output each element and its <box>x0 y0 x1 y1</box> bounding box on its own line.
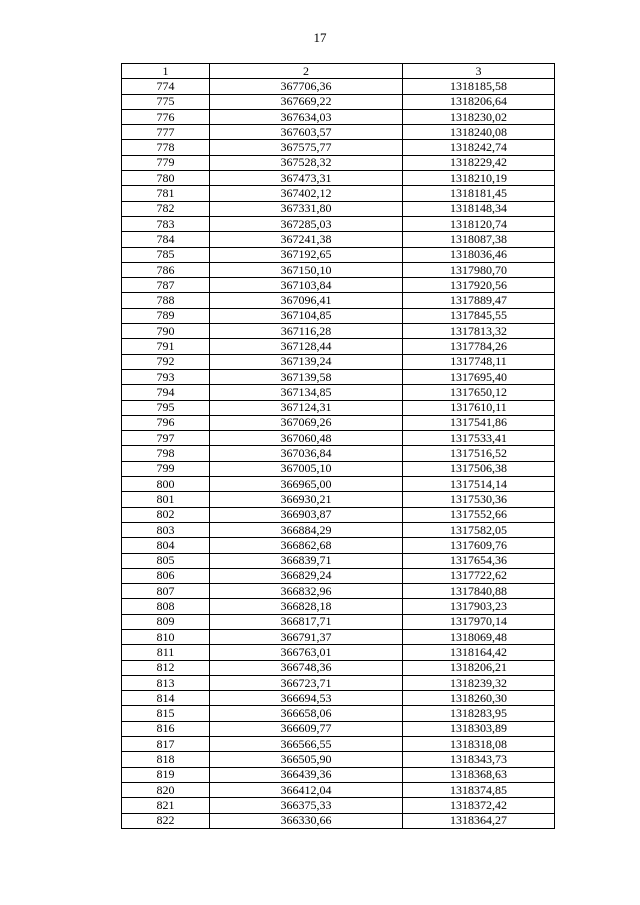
cell-y-coordinate: 1318283,95 <box>403 706 555 721</box>
cell-x-coordinate: 366791,37 <box>210 629 403 644</box>
cell-x-coordinate: 366862,68 <box>210 538 403 553</box>
cell-y-coordinate: 1318318,08 <box>403 737 555 752</box>
cell-y-coordinate: 1318206,21 <box>403 660 555 675</box>
cell-x-coordinate: 367331,80 <box>210 201 403 216</box>
cell-point-number: 809 <box>122 614 210 629</box>
table-row <box>122 109 555 124</box>
table-row <box>122 660 555 675</box>
cell-point-number: 806 <box>122 568 210 583</box>
table-row <box>122 324 555 339</box>
column-header-x-coordinate: 2 <box>210 64 403 79</box>
table-row <box>122 308 555 323</box>
cell-x-coordinate: 367241,38 <box>210 232 403 247</box>
table-row <box>122 568 555 583</box>
cell-x-coordinate: 366930,21 <box>210 492 403 507</box>
cell-x-coordinate: 367139,24 <box>210 354 403 369</box>
cell-y-coordinate: 1318120,74 <box>403 216 555 231</box>
coordinates-table <box>121 63 555 829</box>
cell-y-coordinate: 1317533,41 <box>403 431 555 446</box>
table-row <box>122 645 555 660</box>
cell-x-coordinate: 366965,00 <box>210 477 403 492</box>
table-row <box>122 400 555 415</box>
cell-y-coordinate: 1317840,88 <box>403 584 555 599</box>
cell-y-coordinate: 1317552,66 <box>403 507 555 522</box>
cell-x-coordinate: 367116,28 <box>210 324 403 339</box>
cell-point-number: 812 <box>122 660 210 675</box>
cell-y-coordinate: 1317654,36 <box>403 553 555 568</box>
cell-y-coordinate: 1317845,55 <box>403 308 555 323</box>
cell-point-number: 793 <box>122 369 210 384</box>
table-row <box>122 675 555 690</box>
cell-x-coordinate: 367005,10 <box>210 461 403 476</box>
cell-x-coordinate: 366832,96 <box>210 584 403 599</box>
cell-y-coordinate: 1317610,11 <box>403 400 555 415</box>
cell-y-coordinate: 1318230,02 <box>403 109 555 124</box>
table-row <box>122 507 555 522</box>
cell-y-coordinate: 1317695,40 <box>403 369 555 384</box>
cell-y-coordinate: 1318242,74 <box>403 140 555 155</box>
cell-y-coordinate: 1318181,45 <box>403 186 555 201</box>
cell-x-coordinate: 366566,55 <box>210 737 403 752</box>
cell-x-coordinate: 366748,36 <box>210 660 403 675</box>
cell-point-number: 777 <box>122 125 210 140</box>
cell-x-coordinate: 366439,36 <box>210 767 403 782</box>
cell-y-coordinate: 1317530,36 <box>403 492 555 507</box>
cell-y-coordinate: 1318372,42 <box>403 798 555 813</box>
cell-y-coordinate: 1317582,05 <box>403 522 555 537</box>
table-row <box>122 155 555 170</box>
cell-point-number: 785 <box>122 247 210 262</box>
cell-point-number: 807 <box>122 584 210 599</box>
cell-x-coordinate: 366723,71 <box>210 675 403 690</box>
table-row <box>122 798 555 813</box>
table-row <box>122 125 555 140</box>
table-row <box>122 431 555 446</box>
cell-y-coordinate: 1318303,89 <box>403 721 555 736</box>
cell-point-number: 801 <box>122 492 210 507</box>
table-body <box>122 79 555 829</box>
page-number: 17 <box>313 30 327 45</box>
cell-point-number: 808 <box>122 599 210 614</box>
cell-point-number: 788 <box>122 293 210 308</box>
cell-x-coordinate: 367706,36 <box>210 79 403 94</box>
cell-point-number: 797 <box>122 431 210 446</box>
table-row <box>122 247 555 262</box>
cell-x-coordinate: 367139,58 <box>210 369 403 384</box>
cell-y-coordinate: 1317609,76 <box>403 538 555 553</box>
cell-x-coordinate: 367634,03 <box>210 109 403 124</box>
cell-x-coordinate: 366828,18 <box>210 599 403 614</box>
table-row <box>122 538 555 553</box>
table-row <box>122 140 555 155</box>
cell-point-number: 776 <box>122 109 210 124</box>
cell-point-number: 782 <box>122 201 210 216</box>
table-row <box>122 369 555 384</box>
table-row <box>122 461 555 476</box>
cell-x-coordinate: 366505,90 <box>210 752 403 767</box>
table-row <box>122 706 555 721</box>
cell-y-coordinate: 1318343,73 <box>403 752 555 767</box>
table-row <box>122 752 555 767</box>
cell-point-number: 786 <box>122 262 210 277</box>
column-header-point-number: 1 <box>122 64 210 79</box>
cell-point-number: 789 <box>122 308 210 323</box>
cell-y-coordinate: 1318260,30 <box>403 691 555 706</box>
table-row <box>122 492 555 507</box>
cell-point-number: 787 <box>122 278 210 293</box>
cell-point-number: 796 <box>122 415 210 430</box>
cell-x-coordinate: 366884,29 <box>210 522 403 537</box>
table-row <box>122 232 555 247</box>
cell-y-coordinate: 1317516,52 <box>403 446 555 461</box>
cell-point-number: 790 <box>122 324 210 339</box>
cell-y-coordinate: 1318368,63 <box>403 767 555 782</box>
cell-y-coordinate: 1318185,58 <box>403 79 555 94</box>
table-row <box>122 446 555 461</box>
cell-point-number: 792 <box>122 354 210 369</box>
table-row <box>122 94 555 109</box>
cell-y-coordinate: 1318148,34 <box>403 201 555 216</box>
cell-x-coordinate: 366609,77 <box>210 721 403 736</box>
cell-y-coordinate: 1317650,12 <box>403 385 555 400</box>
cell-x-coordinate: 366829,24 <box>210 568 403 583</box>
cell-point-number: 794 <box>122 385 210 400</box>
table-row <box>122 477 555 492</box>
table-row <box>122 262 555 277</box>
table-row <box>122 186 555 201</box>
cell-y-coordinate: 1317514,14 <box>403 477 555 492</box>
cell-point-number: 778 <box>122 140 210 155</box>
cell-y-coordinate: 1318164,42 <box>403 645 555 660</box>
table-row <box>122 629 555 644</box>
cell-x-coordinate: 367134,85 <box>210 385 403 400</box>
table-row <box>122 339 555 354</box>
cell-x-coordinate: 366903,87 <box>210 507 403 522</box>
cell-x-coordinate: 367669,22 <box>210 94 403 109</box>
cell-point-number: 795 <box>122 400 210 415</box>
cell-y-coordinate: 1318069,48 <box>403 629 555 644</box>
cell-point-number: 781 <box>122 186 210 201</box>
cell-x-coordinate: 367124,31 <box>210 400 403 415</box>
cell-x-coordinate: 367285,03 <box>210 216 403 231</box>
table-row <box>122 385 555 400</box>
cell-point-number: 799 <box>122 461 210 476</box>
table-row <box>122 691 555 706</box>
cell-point-number: 820 <box>122 782 210 797</box>
table-row <box>122 614 555 629</box>
header-row <box>122 64 555 79</box>
cell-x-coordinate: 367069,26 <box>210 415 403 430</box>
cell-point-number: 814 <box>122 691 210 706</box>
cell-y-coordinate: 1317970,14 <box>403 614 555 629</box>
cell-y-coordinate: 1318036,46 <box>403 247 555 262</box>
table-row <box>122 293 555 308</box>
column-header-y-coordinate: 3 <box>403 64 555 79</box>
cell-y-coordinate: 1317784,26 <box>403 339 555 354</box>
cell-x-coordinate: 367603,57 <box>210 125 403 140</box>
cell-point-number: 822 <box>122 813 210 828</box>
cell-point-number: 803 <box>122 522 210 537</box>
cell-point-number: 783 <box>122 216 210 231</box>
cell-x-coordinate: 367528,32 <box>210 155 403 170</box>
table-row <box>122 767 555 782</box>
cell-y-coordinate: 1318240,08 <box>403 125 555 140</box>
table-row <box>122 813 555 828</box>
cell-x-coordinate: 366330,66 <box>210 813 403 828</box>
cell-y-coordinate: 1318364,27 <box>403 813 555 828</box>
cell-y-coordinate: 1317506,38 <box>403 461 555 476</box>
cell-point-number: 784 <box>122 232 210 247</box>
cell-x-coordinate: 367103,84 <box>210 278 403 293</box>
cell-point-number: 805 <box>122 553 210 568</box>
cell-y-coordinate: 1318206,64 <box>403 94 555 109</box>
cell-point-number: 821 <box>122 798 210 813</box>
cell-y-coordinate: 1318229,42 <box>403 155 555 170</box>
table-row <box>122 737 555 752</box>
table-row <box>122 522 555 537</box>
cell-x-coordinate: 366817,71 <box>210 614 403 629</box>
cell-point-number: 816 <box>122 721 210 736</box>
cell-x-coordinate: 367192,65 <box>210 247 403 262</box>
cell-x-coordinate: 367096,41 <box>210 293 403 308</box>
table-row <box>122 171 555 186</box>
cell-point-number: 817 <box>122 737 210 752</box>
cell-point-number: 813 <box>122 675 210 690</box>
table-row <box>122 553 555 568</box>
cell-y-coordinate: 1317722,62 <box>403 568 555 583</box>
cell-x-coordinate: 367104,85 <box>210 308 403 323</box>
table-row <box>122 201 555 216</box>
cell-x-coordinate: 366412,04 <box>210 782 403 797</box>
cell-y-coordinate: 1318087,38 <box>403 232 555 247</box>
cell-y-coordinate: 1317541,86 <box>403 415 555 430</box>
cell-point-number: 780 <box>122 171 210 186</box>
cell-point-number: 810 <box>122 629 210 644</box>
cell-x-coordinate: 367060,48 <box>210 431 403 446</box>
cell-x-coordinate: 367402,12 <box>210 186 403 201</box>
cell-y-coordinate: 1317748,11 <box>403 354 555 369</box>
cell-x-coordinate: 367036,84 <box>210 446 403 461</box>
cell-point-number: 804 <box>122 538 210 553</box>
cell-y-coordinate: 1317920,56 <box>403 278 555 293</box>
table-header <box>122 64 555 79</box>
cell-point-number: 815 <box>122 706 210 721</box>
cell-point-number: 779 <box>122 155 210 170</box>
cell-point-number: 798 <box>122 446 210 461</box>
table-row <box>122 782 555 797</box>
cell-x-coordinate: 366658,06 <box>210 706 403 721</box>
cell-point-number: 800 <box>122 477 210 492</box>
cell-point-number: 819 <box>122 767 210 782</box>
table-row <box>122 415 555 430</box>
cell-y-coordinate: 1317813,32 <box>403 324 555 339</box>
cell-point-number: 791 <box>122 339 210 354</box>
cell-y-coordinate: 1318374,85 <box>403 782 555 797</box>
cell-x-coordinate: 366375,33 <box>210 798 403 813</box>
cell-point-number: 811 <box>122 645 210 660</box>
cell-point-number: 802 <box>122 507 210 522</box>
cell-point-number: 774 <box>122 79 210 94</box>
cell-y-coordinate: 1318239,32 <box>403 675 555 690</box>
cell-point-number: 775 <box>122 94 210 109</box>
cell-y-coordinate: 1317889,47 <box>403 293 555 308</box>
cell-y-coordinate: 1317903,23 <box>403 599 555 614</box>
cell-x-coordinate: 367150,10 <box>210 262 403 277</box>
cell-x-coordinate: 366694,53 <box>210 691 403 706</box>
cell-x-coordinate: 366839,71 <box>210 553 403 568</box>
table-row <box>122 216 555 231</box>
table-row <box>122 721 555 736</box>
table-row <box>122 278 555 293</box>
table-row <box>122 599 555 614</box>
cell-x-coordinate: 367128,44 <box>210 339 403 354</box>
cell-x-coordinate: 366763,01 <box>210 645 403 660</box>
cell-point-number: 818 <box>122 752 210 767</box>
table-row <box>122 354 555 369</box>
cell-x-coordinate: 367473,31 <box>210 171 403 186</box>
table-row <box>122 79 555 94</box>
cell-y-coordinate: 1317980,70 <box>403 262 555 277</box>
cell-y-coordinate: 1318210,19 <box>403 171 555 186</box>
cell-x-coordinate: 367575,77 <box>210 140 403 155</box>
table-row <box>122 584 555 599</box>
